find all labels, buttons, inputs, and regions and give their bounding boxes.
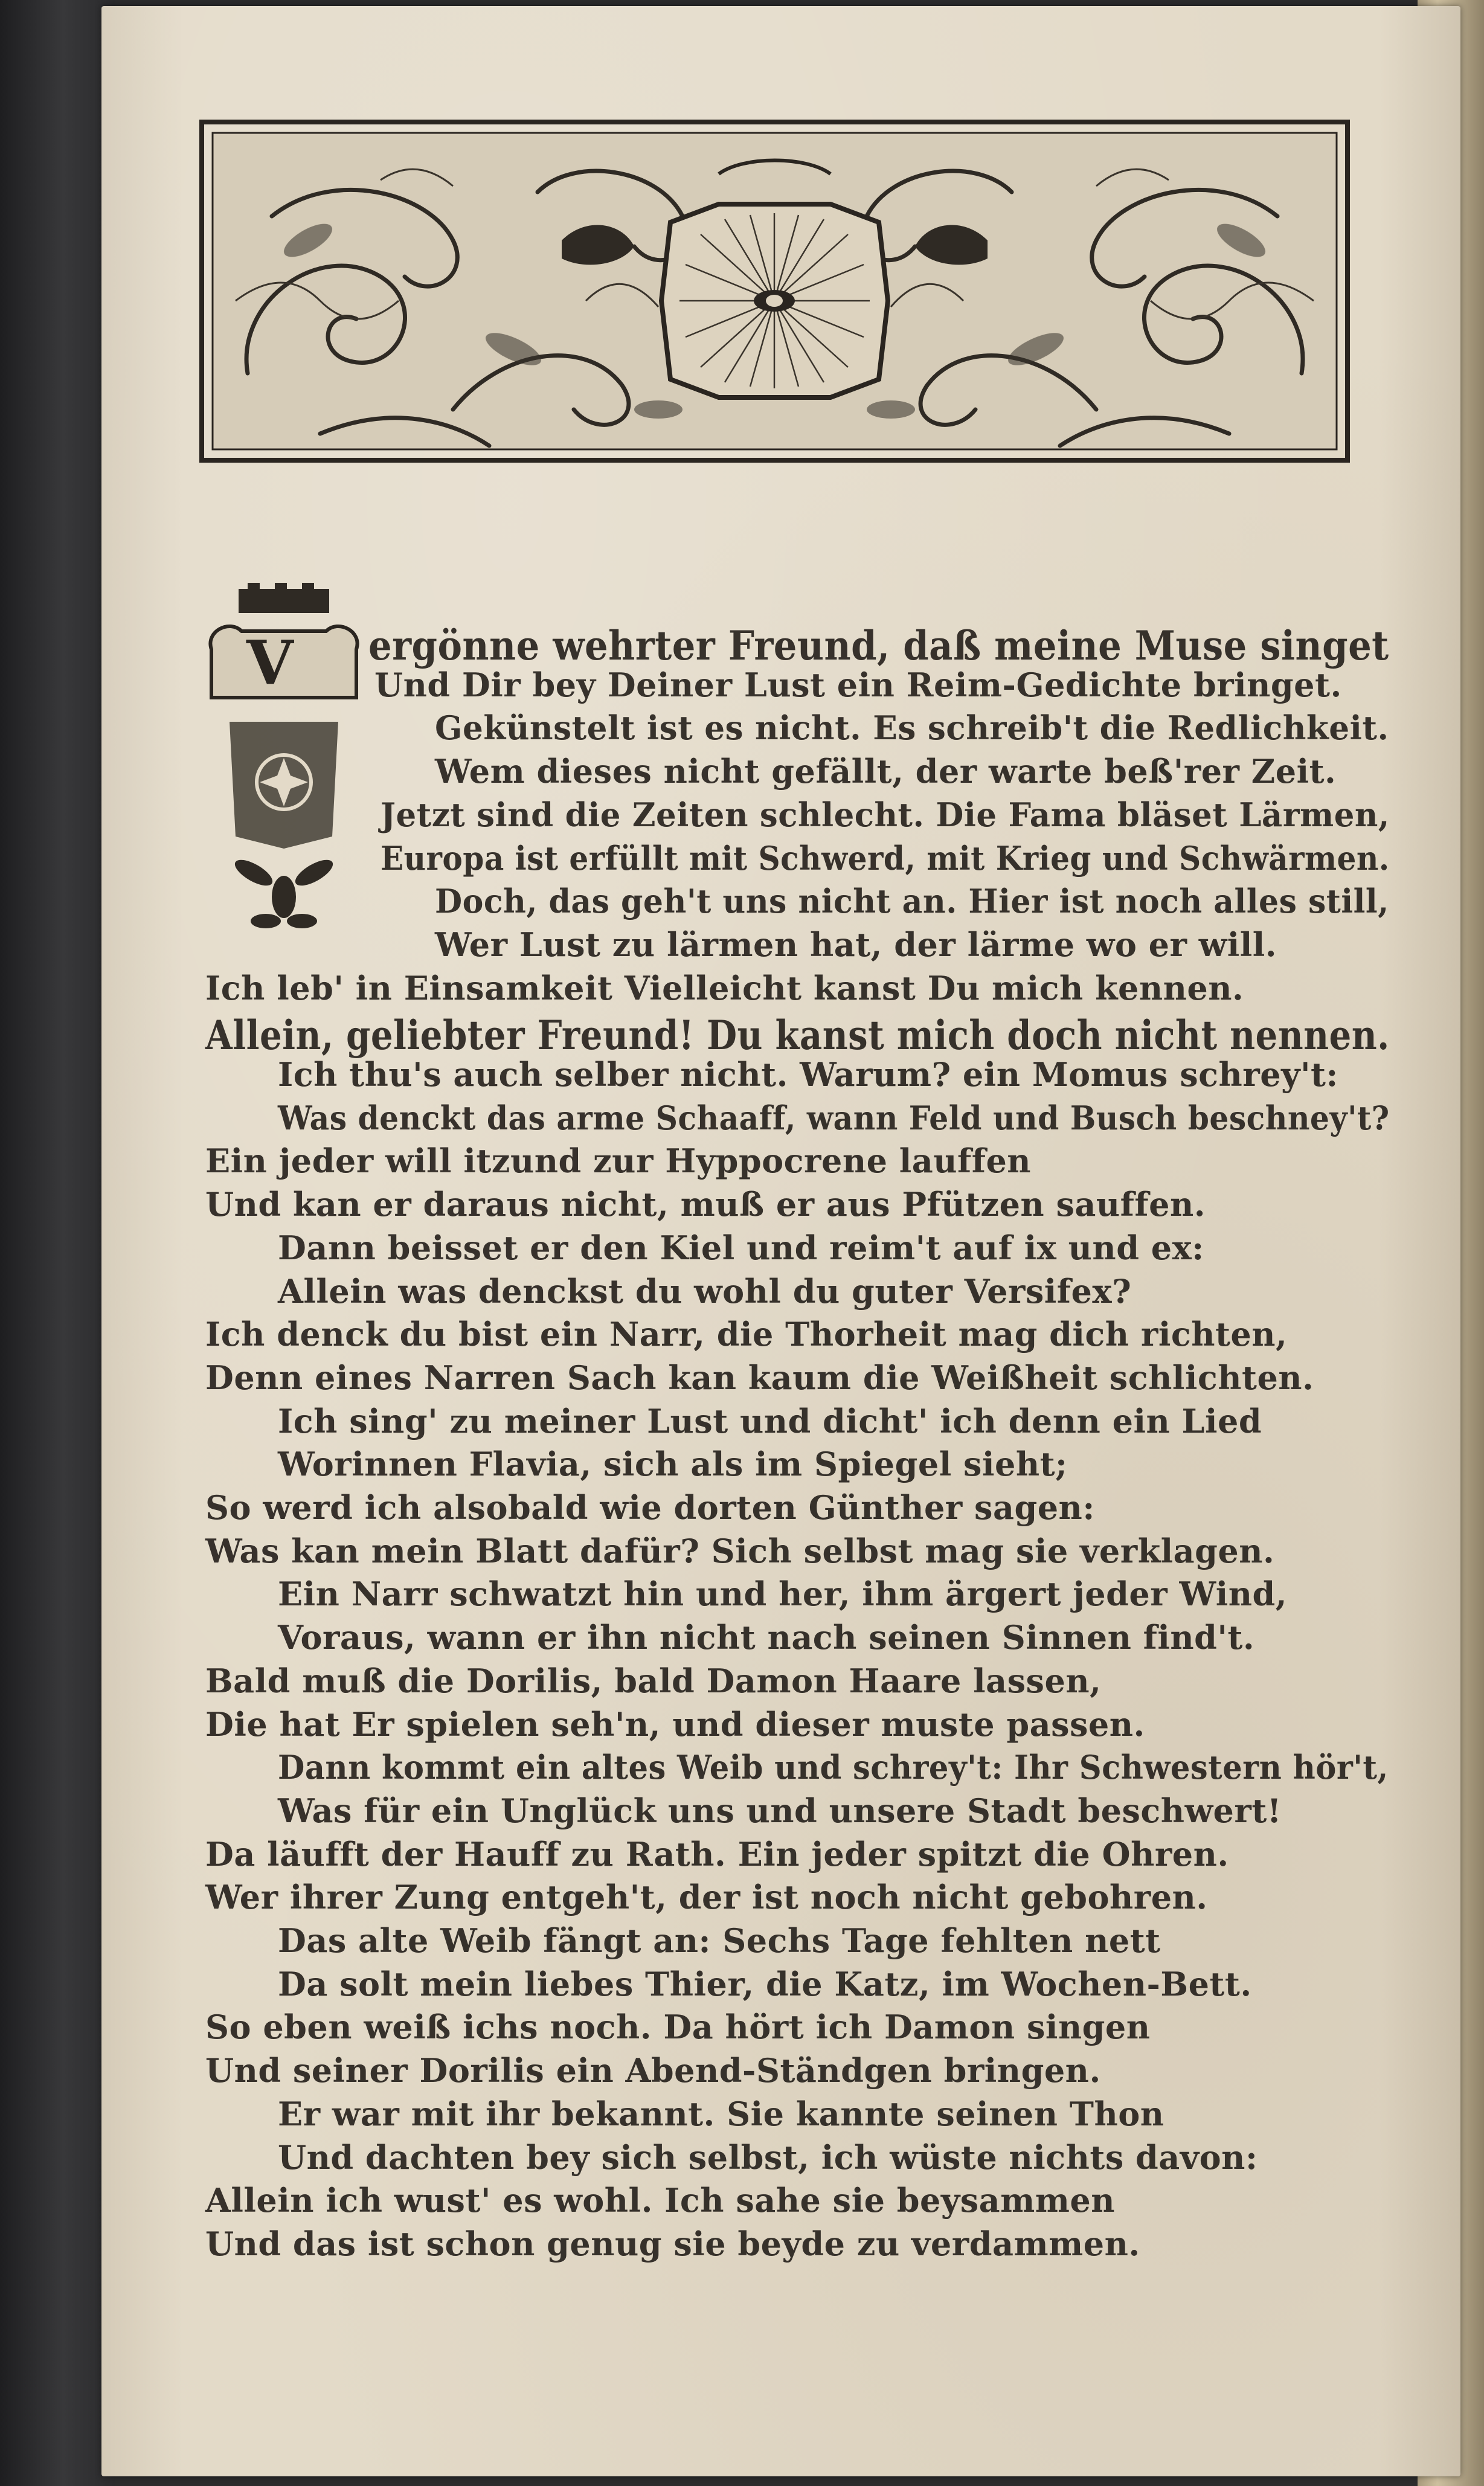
poem-line: Und das ist schon genug sie beyde zu verdammen. — [205, 2224, 1140, 2263]
poem-line: Jetzt sind die Zeiten schlecht. Die Fama bläset Lärmen, — [381, 795, 1390, 834]
poem-line: Ein jeder will itzund zur Hyppocrene lauffen — [205, 1142, 1032, 1181]
poem-line: Was kan mein Blatt dafür? Sich selbst mag sie verklagen. — [205, 1531, 1275, 1570]
poem-line: ergönne wehrter Freund, daß meine Muse singet — [368, 622, 1389, 669]
poem-line: Was denckt das arme Schaaff, wann Feld und Busch beschney't? — [278, 1098, 1390, 1137]
poem-line: Worinnen Flavia, sich als im Spiegel sieht; — [278, 1445, 1068, 1484]
initial-letter: V — [246, 627, 294, 698]
poem-line: Ich thu's auch selber nicht. Warum? ein Momus schrey't: — [278, 1055, 1338, 1094]
poem-line: Allein ich wust' es wohl. Ich sahe sie beysammen — [205, 2181, 1116, 2220]
poem-line: Wem dieses nicht gefällt, der warte beß'rer Zeit. — [435, 752, 1337, 791]
poem-line: Bald muß die Dorilis, bald Damon Haare lassen, — [205, 1661, 1102, 1700]
poem-line: Was für ein Unglück uns und unsere Stadt beschwert! — [278, 1791, 1282, 1830]
poem-line: Das alte Weib fängt an: Sechs Tage fehlten nett — [278, 1921, 1161, 1960]
poem-line: Europa ist erfüllt mit Schwerd, mit Krieg und Schwärmen. — [381, 838, 1390, 878]
poem-line: Und seiner Dorilis ein Abend-Ständgen bringen. — [205, 2051, 1101, 2090]
poem-line: Da solt mein liebes Thier, die Katz, im Wochen-Bett. — [278, 1964, 1252, 2003]
decorated-initial — [205, 583, 362, 939]
poem-line: Wer ihrer Zung entgeh't, der ist noch nicht gebohren. — [205, 1878, 1208, 1917]
poem-line: Ein Narr schwatzt hin und her, ihm ärgert jeder Wind, — [278, 1575, 1288, 1614]
poem-line: Und Dir bey Deiner Lust ein Reim-Gedichte bringet. — [374, 665, 1342, 704]
poem-line: Gekünstelt ist es nicht. Es schreib't die Redlichkeit. — [435, 708, 1389, 748]
poem-line: Ich sing' zu meiner Lust und dicht' ich denn ein Lied — [278, 1401, 1262, 1441]
poem-line: Dann kommt ein altes Weib und schrey't: Ihr Schwestern hör't, — [278, 1748, 1389, 1787]
poem-line: So eben weiß ichs noch. Da hört ich Damon singen — [205, 2008, 1151, 2047]
poem-line: Und kan er daraus nicht, muß er aus Pfützen sauffen. — [205, 1185, 1206, 1224]
poem-line: Denn eines Narren Sach kan kaum die Weißheit schlichten. — [205, 1358, 1314, 1397]
poem-line: Voraus, wann er ihn nicht nach seinen Sinnen find't. — [278, 1618, 1255, 1657]
ornamental-headpiece — [199, 120, 1350, 463]
poem-line: Ich leb' in Einsamkeit Vielleicht kanst Du mich kennen. — [205, 968, 1244, 1007]
poem-line: Er war mit ihr bekannt. Sie kannte seinen Thon — [278, 2094, 1164, 2133]
poem-line: Da läufft der Hauff zu Rath. Ein jeder spitzt die Ohren. — [205, 1834, 1229, 1874]
dark-background — [0, 0, 115, 2486]
poem-line: Die hat Er spielen seh'n, und dieser muste passen. — [205, 1704, 1145, 1744]
poem-line: Dann beisset er den Kiel und reim't auf ix und ex: — [278, 1228, 1204, 1267]
poem-line: So werd ich alsobald wie dorten Günther sagen: — [205, 1488, 1095, 1527]
poem-line: Und dachten bey sich selbst, ich wüste nichts davon: — [278, 2138, 1258, 2177]
poem-line: Allein was denckst du wohl du guter Versifex? — [278, 1271, 1132, 1311]
poem-line: Allein, geliebter Freund! Du kanst mich doch nicht nennen. — [205, 1012, 1390, 1059]
poem-line: Doch, das geh't uns nicht an. Hier ist noch alles still, — [435, 882, 1389, 921]
poem-line: Wer Lust zu lärmen hat, der lärme wo er will. — [435, 925, 1277, 964]
poem-line: Ich denck du bist ein Narr, die Thorheit mag dich richten, — [205, 1315, 1288, 1354]
